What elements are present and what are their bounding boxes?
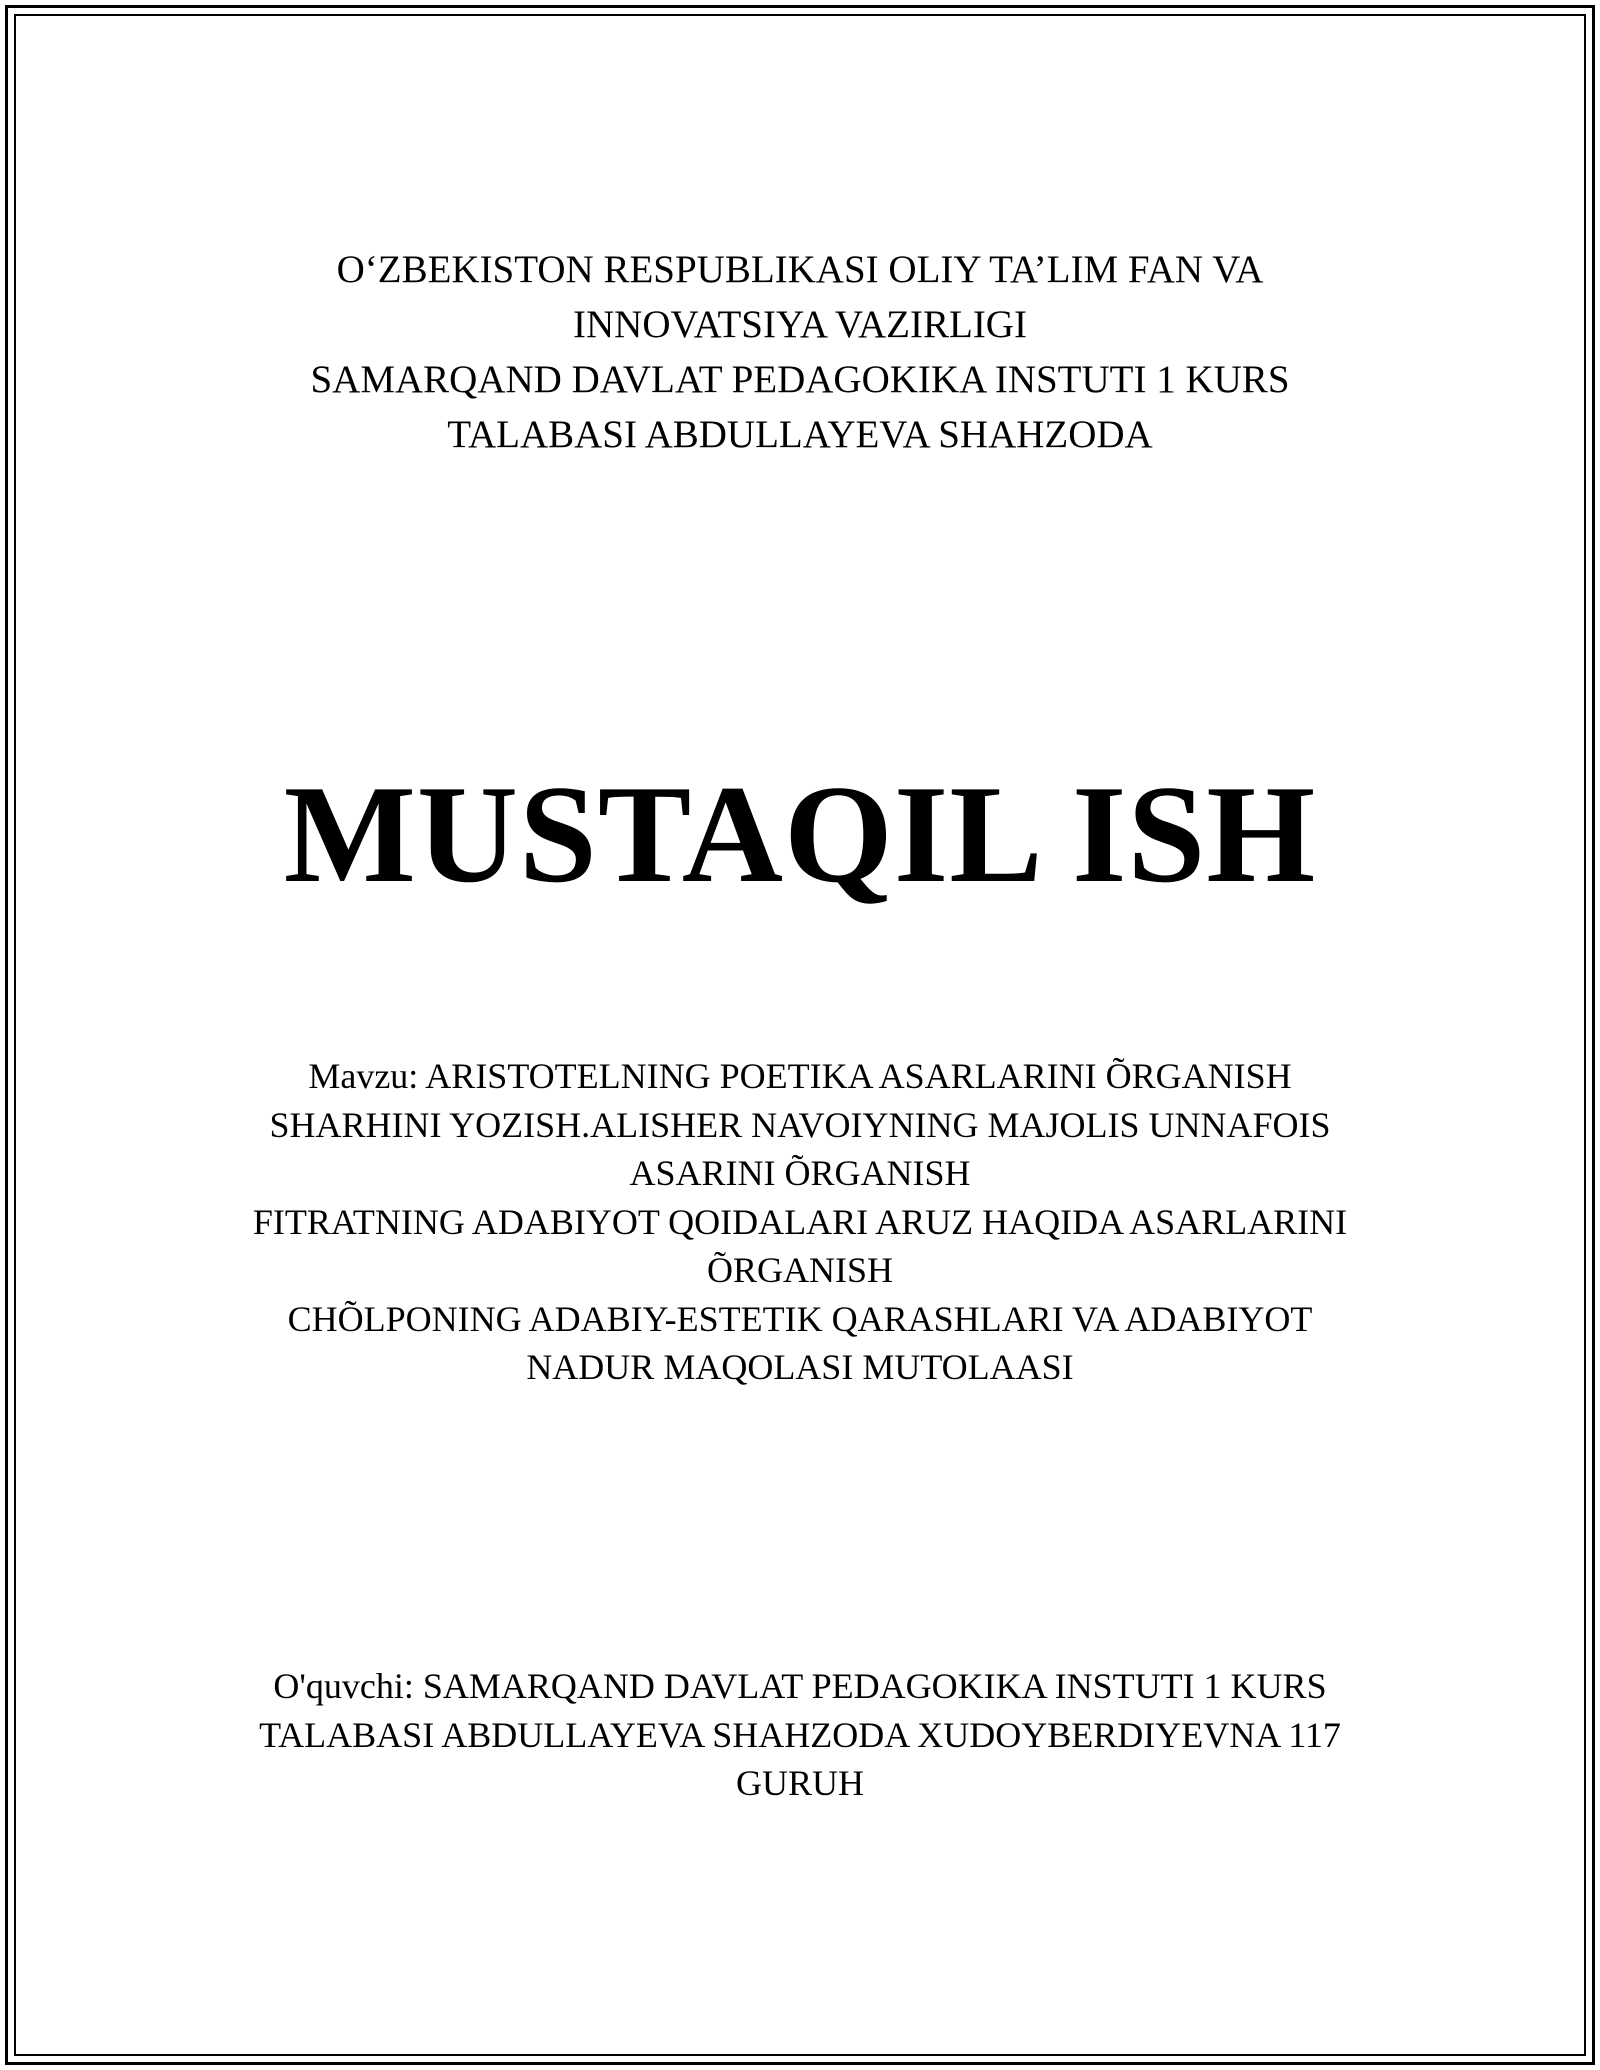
ministry-header xyxy=(0,242,1600,462)
header-line: O‘ZBEKISTON RESPUBLIKASI OLIY TA’LIM FAN VA xyxy=(336,248,1264,291)
student-line: O'quvchi: SAMARQAND DAVLAT PEDAGOKIKA INSTUTI 1 KURS xyxy=(273,1666,1327,1706)
student-info xyxy=(0,1662,1600,1808)
topic-line: Mavzu: ARISTOTELNING POETIKA ASARLARINI ÕRGANISH xyxy=(308,1056,1292,1096)
topic-line: NADUR MAQOLASI MUTOLAASI xyxy=(526,1347,1074,1387)
student-line: TALABASI ABDULLAYEVA SHAHZODA XUDOYBERDIYEVNA 117 xyxy=(259,1714,1341,1755)
topic-line: ÕRGANISH xyxy=(706,1250,893,1290)
header-line: SAMARQAND DAVLAT PEDAGOKIKA INSTUTI 1 KURS xyxy=(310,358,1290,401)
header-line: INNOVATSIYA VAZIRLIGI xyxy=(573,303,1027,346)
student-line: GURUH xyxy=(735,1763,864,1803)
topic-line: CHÕLPONING ADABIY-ESTETIK QARASHLARI VA ADABIYOT xyxy=(287,1298,1313,1339)
header-line: TALABASI ABDULLAYEVA SHAHZODA xyxy=(447,413,1153,456)
topic-line: FITRATNING ADABIYOT QOIDALARI ARUZ HAQIDA ASARLARINI xyxy=(252,1201,1348,1242)
document-title: MUSTAQIL ISH xyxy=(283,757,1317,912)
topic-section xyxy=(0,1052,1600,1392)
topic-line: ASARINI ÕRGANISH xyxy=(629,1153,971,1193)
topic-line: SHARHINI YOZISH.ALISHER NAVOIYNING MAJOLIS UNNAFOIS xyxy=(269,1104,1331,1145)
